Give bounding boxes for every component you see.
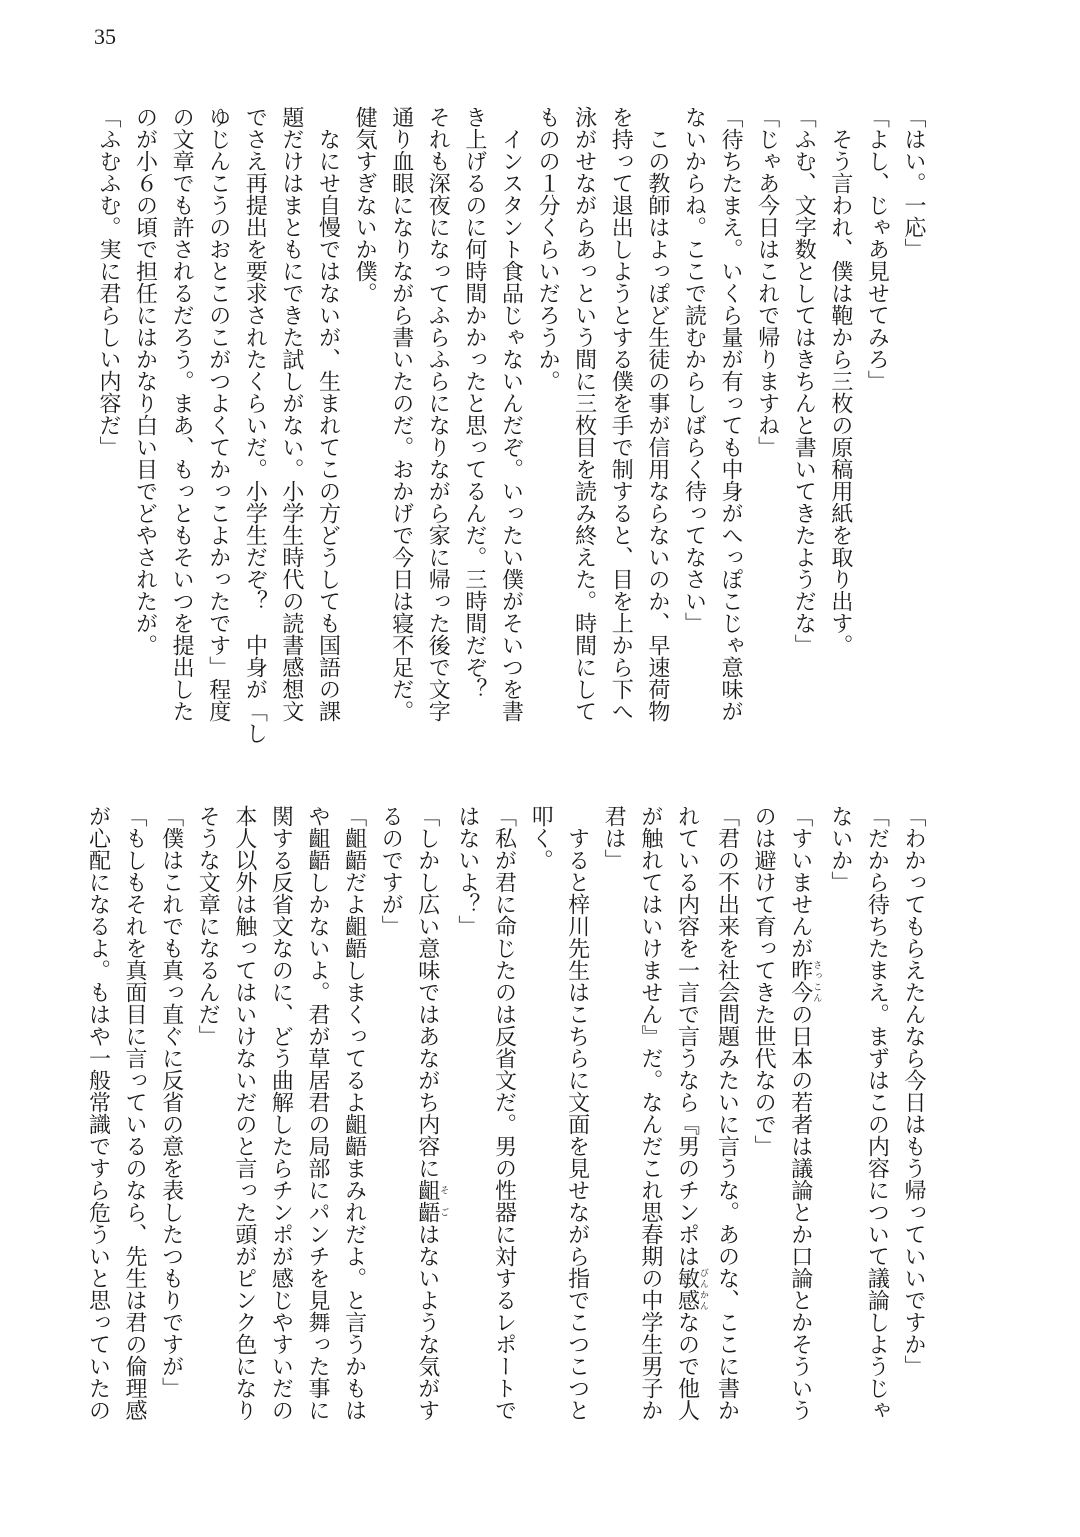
text-segment: はないような気がす (414, 1223, 440, 1421)
text-column (346, 106, 383, 736)
text-column (781, 805, 821, 1455)
text-column (236, 106, 273, 744)
text-segment: すると梓川先生はこちらに文面を見せながら指でこつこつと (564, 805, 590, 1421)
text-column (455, 106, 492, 736)
text-column (492, 106, 529, 736)
text-segment: 「ふむふむ。実に君らしい内容だ」 (95, 106, 121, 458)
text-segment: ものの１分くらいだろうか。 (535, 106, 561, 392)
text-segment: 関する反省文なのに、どう曲解したらチンポが感じやすいだの (268, 805, 294, 1421)
text-segment: ないからね。ここで読むからしばらく待ってなさい」 (681, 106, 707, 634)
text-column (485, 805, 522, 1455)
text-segment: れている内容を一言で言うなら『男のチンポは (674, 805, 700, 1267)
text-column (858, 106, 895, 736)
text-column (711, 106, 748, 736)
text-segment: そうな文章になるんだ」 (195, 805, 221, 1047)
text-column (225, 805, 262, 1455)
text-segment: が心配になるよ。もはや一般常識ですら危ういと思っていたの (85, 805, 111, 1421)
text-column (602, 106, 639, 736)
text-column (745, 805, 782, 1455)
text-segment: 「すいませんが (787, 805, 813, 959)
text-column (163, 106, 200, 736)
text-segment: なので他人 (674, 1311, 700, 1421)
text-column (189, 805, 226, 1455)
ruby-reading: びんかん (697, 1267, 708, 1311)
text-segment: インスタント食品じゃないんだぞ。いったい僕がそいつを書 (498, 106, 524, 722)
text-segment: 「私が君に命じたのは反省文だ。男の性器に対するレポートで (491, 805, 517, 1421)
text-segment: 「しかし広い意味ではあながち内容に (414, 805, 440, 1179)
text-segment: 君は」 (601, 805, 627, 871)
text-segment: 題だけはまともにできた試しがない。小学生時代の読書感想文 (278, 106, 304, 722)
text-column (408, 805, 448, 1455)
text-column (521, 805, 558, 1455)
text-column (558, 805, 595, 1455)
text-segment: るのですが」 (378, 805, 404, 937)
text-segment: 「君の不出来を社会問題みたいに言うな。あのな、ここに書か (714, 805, 740, 1421)
text-column (382, 106, 419, 736)
ruby-reading: さっこん (811, 959, 822, 1003)
text-column (675, 106, 712, 736)
text-column (372, 805, 409, 1455)
text-segment: 泳がせながらあっという間に三枚目を読み終えた。時間にして (571, 106, 597, 722)
text-segment: 「だから待ちたまえ。まずはこの内容について議論しようじゃ (864, 805, 890, 1421)
text-segment: 「僕はこれでも真っ直ぐに反省の意を表したつもりですが」 (158, 805, 184, 1399)
text-column (565, 106, 602, 736)
text-segment: を持って退出しようとする僕を手で制すると、目を上から下へ (608, 106, 634, 722)
text-column (631, 805, 668, 1455)
text-segment: のは避けて育ってきた世代なので」 (751, 805, 777, 1157)
text-column (638, 106, 675, 736)
text-segment: の日本の若者は議論とか口論とかそういう (787, 1003, 813, 1421)
ruby-word (787, 959, 822, 1003)
text-segment: き上げるのに何時間かかったと思ってるんだ。三時間だぞ？ (461, 106, 487, 700)
text-segment: でさえ再提出を要求されたくらいだ。小学生だぞ？ 中身が「し (242, 106, 268, 744)
text-column (595, 805, 632, 1455)
text-segment: ゆじんこうのおとこのこがつよくてかっこよかったです」程度 (205, 106, 231, 722)
ruby-word (674, 1267, 708, 1311)
text-column (448, 805, 485, 1455)
text-segment: 「わかってもらえたんなら今日はもう帰っていいですか」 (901, 805, 926, 1377)
text-column (126, 106, 163, 736)
text-segment: 「ふむ、文字数としてはきちんと書いてきたようだな」 (791, 106, 817, 656)
lower-text-block (85, 805, 931, 1455)
text-segment: この教師はよっぽど生徒の事が信用ならないのか、早速荷物 (644, 106, 670, 722)
text-column (262, 805, 299, 1455)
text-column (821, 106, 858, 736)
text-column (115, 805, 152, 1455)
text-column (894, 805, 931, 1455)
page-number: 35 (94, 24, 116, 49)
text-segment: 「もしもそれを真面目に言っているのなら、先生は君の倫理感 (122, 805, 148, 1421)
text-column (858, 805, 895, 1455)
ruby-base: 齟齬 (414, 1179, 440, 1223)
text-column (708, 805, 745, 1455)
text-column (298, 805, 335, 1455)
text-column (89, 106, 126, 736)
text-column (335, 805, 372, 1455)
text-segment: そう言われ、僕は鞄から三枚の原稿用紙を取り出す。 (827, 106, 853, 656)
text-column (668, 805, 708, 1455)
text-segment: なにせ自慢ではないが、生まれてこの方どうしても国語の課 (315, 106, 341, 722)
text-segment: 「待ちたまえ。いくら量が有っても中身がへっぽこじゃ意味が (718, 106, 744, 722)
text-column (785, 106, 822, 736)
ruby-reading: そご (438, 1179, 449, 1223)
text-column (309, 106, 346, 736)
text-segment: 叩く。 (528, 805, 554, 871)
text-segment: それも深夜になってふらふらになりながら家に帰った後で文字 (425, 106, 451, 722)
text-column (528, 106, 565, 736)
text-segment: 「じゃあ今日はこれで帰りますね」 (754, 106, 780, 458)
text-segment: 健気すぎないか僕。 (352, 106, 378, 304)
text-column (152, 805, 189, 1455)
text-column (79, 805, 116, 1455)
text-segment: が触れてはいけません』だ。なんだこれ思春期の中学生男子か (637, 805, 663, 1421)
upper-text-block (89, 106, 931, 744)
text-segment: のが小６の頃で担任にはかなり白い目でどやされたが。 (132, 106, 158, 656)
text-segment: 本人以外は触ってはいけないだのと言った頭がピンク色になり (231, 805, 257, 1421)
text-segment: 「よし、じゃあ見せてみろ」 (864, 106, 890, 392)
text-column (894, 106, 931, 736)
text-segment: の文章でも許されるだろう。まあ、もっともそいつを提出した (169, 106, 195, 722)
text-column (748, 106, 785, 736)
text-segment: や齟齬しかないよ。君が草居君の局部にパンチを見舞った事に (305, 805, 330, 1421)
text-column (419, 106, 456, 736)
text-column (821, 805, 858, 1455)
text-segment: ないか」 (827, 805, 853, 893)
ruby-word (414, 1179, 449, 1223)
text-segment: 「はい。一応」 (901, 106, 926, 260)
text-column (199, 106, 236, 736)
text-column (272, 106, 309, 736)
text-segment: 通り血眼になりながら書いたのだ。おかげで今日は寝不足だ。 (388, 106, 414, 722)
ruby-base: 敏感 (674, 1267, 700, 1311)
text-segment: はないよ？」 (454, 805, 480, 937)
text-segment: 「齟齬だよ齟齬しまくってるよ齟齬まみれだよ。と言うかもは (341, 805, 367, 1421)
ruby-base: 昨今 (787, 959, 813, 1003)
